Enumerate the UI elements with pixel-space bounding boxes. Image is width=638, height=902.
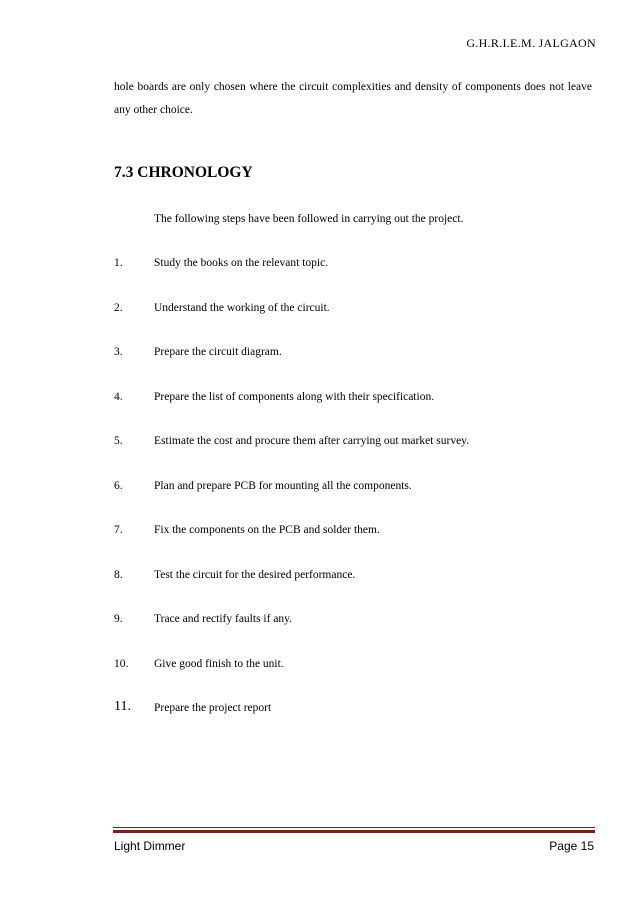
footer-divider-thin — [113, 827, 595, 828]
step-number: 11. — [114, 699, 131, 714]
step-text: Fix the components on the PCB and solder them. — [154, 524, 380, 536]
step-number: 6. — [114, 479, 123, 492]
section-lead: The following steps have been followed in carrying out the project. — [154, 213, 464, 225]
step-number: 5. — [114, 435, 123, 447]
list-item — [114, 480, 592, 525]
step-text: Study the books on the relevant topic. — [154, 257, 329, 269]
step-number: 3. — [114, 346, 123, 358]
list-item — [114, 346, 592, 391]
footer-document-title: Light Dimmer — [114, 839, 186, 853]
step-number: 7. — [114, 524, 123, 536]
footer-page-number: Page 15 — [549, 839, 594, 853]
steps-list — [114, 257, 592, 747]
step-text: Prepare the list of components along with their specification. — [154, 390, 435, 403]
list-item — [114, 391, 592, 436]
list-item — [114, 257, 592, 302]
step-text: Understand the working of the circuit. — [154, 301, 330, 314]
list-item — [114, 569, 592, 614]
step-text: Trace and rectify faults if any. — [154, 613, 293, 625]
intro-paragraph: hole boards are only chosen where the circuit complexities and density of components does not leave any other choice. — [114, 81, 592, 116]
step-text: Test the circuit for the desired performance. — [154, 568, 356, 581]
step-text: Give good finish to the unit. — [154, 657, 284, 670]
step-number: 10. — [114, 657, 129, 670]
list-item — [114, 524, 592, 569]
step-number: 2. — [114, 301, 123, 314]
step-text: Estimate the cost and procure them after carrying out market survey. — [154, 435, 470, 447]
section-title: 7.3 CHRONOLOGY — [114, 164, 253, 181]
step-text: Prepare the project report — [154, 702, 272, 714]
step-number: 9. — [114, 613, 123, 625]
page-header: G.H.R.I.E.M. JALGAON — [466, 36, 596, 50]
list-item — [114, 613, 592, 658]
step-number: 1. — [114, 257, 123, 269]
list-item — [114, 302, 592, 347]
step-number: 8. — [114, 568, 123, 581]
list-item — [114, 699, 592, 747]
list-item — [114, 658, 592, 703]
list-item — [114, 435, 592, 480]
footer-divider-thick — [113, 830, 595, 833]
step-text: Plan and prepare PCB for mounting all the components. — [154, 479, 412, 492]
step-text: Prepare the circuit diagram. — [154, 346, 282, 358]
step-number: 4. — [114, 390, 123, 403]
